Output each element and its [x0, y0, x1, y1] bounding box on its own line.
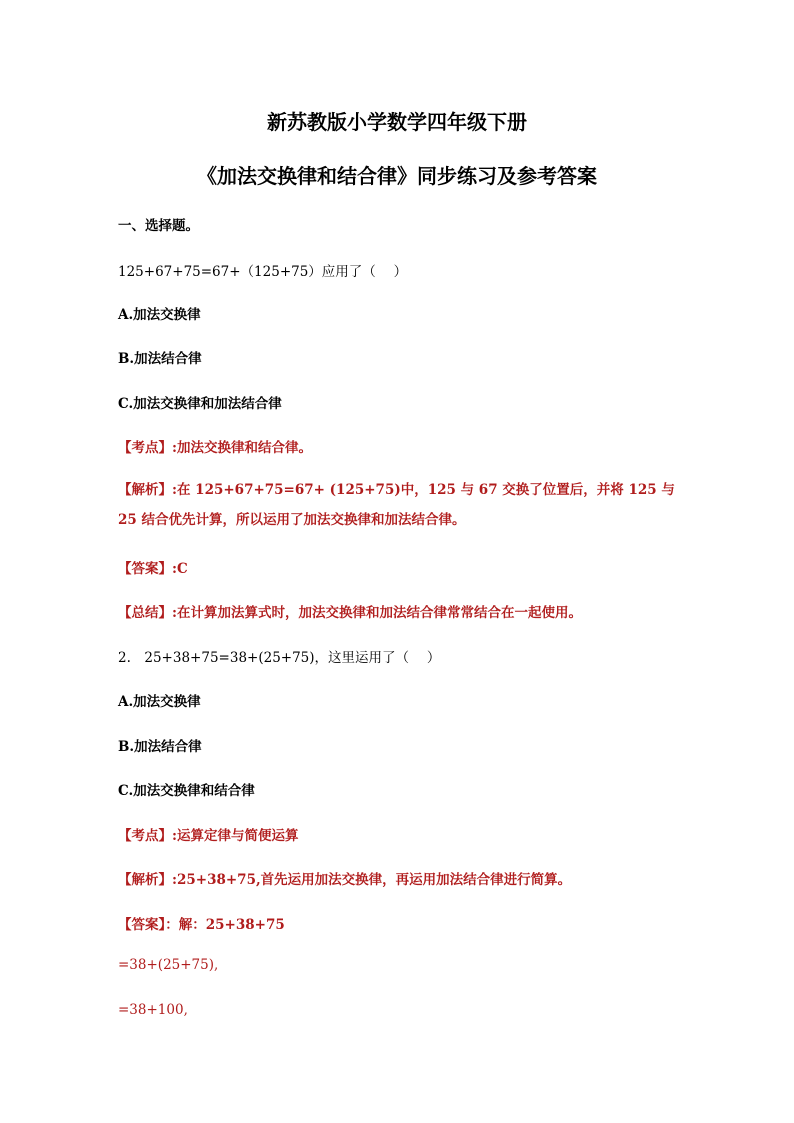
q2-stem: 2. 25+38+75=38+(25+75)，这里运用了（ ） [118, 650, 441, 666]
section-heading: 一、选择题。 [118, 218, 199, 234]
q1-option-b: B.加法结合律 [118, 351, 202, 367]
q1-kaodian: 【考点】:加法交换律和结合律。 [118, 440, 312, 456]
q2-jiexi: 【解析】:25+38+75,首先运用加法交换律，再运用加法结合律进行简算。 [118, 872, 572, 888]
q1-option-a: A.加法交换律 [118, 307, 201, 323]
document-subtitle: 《加法交换律和结合律》同步练习及参考答案 [197, 164, 597, 188]
q2-kaodian: 【考点】:运算定律与简便运算 [118, 828, 299, 844]
q2-step-2: =38+100, [118, 1002, 188, 1018]
q2-step-1: =38+(25+75), [118, 957, 219, 973]
q2-option-c: C.加法交换律和结合律 [118, 783, 255, 799]
q2-answer: 【答案】：解：25+38+75 [118, 917, 285, 933]
document-title: 新苏教版小学数学四年级下册 [267, 110, 527, 134]
q2-option-a: A.加法交换律 [118, 694, 201, 710]
q1-stem: 125+67+75=67+（125+75）应用了（ ） [118, 264, 408, 280]
q1-option-c: C.加法交换律和加法结合律 [118, 396, 282, 412]
q2-option-b: B.加法结合律 [118, 739, 202, 755]
q1-answer: 【答案】:C [118, 561, 188, 577]
q1-jiexi: 【解析】:在 125+67+75=67+ (125+75)中，125 与 67 交换了位置后，并将 125 与 25 结合优先计算，所以运用了加法交换律和加法结合律。 [118, 482, 675, 528]
q1-summary: 【总结】:在计算加法算式时，加法交换律和加法结合律常常结合在一起使用。 [118, 605, 582, 621]
